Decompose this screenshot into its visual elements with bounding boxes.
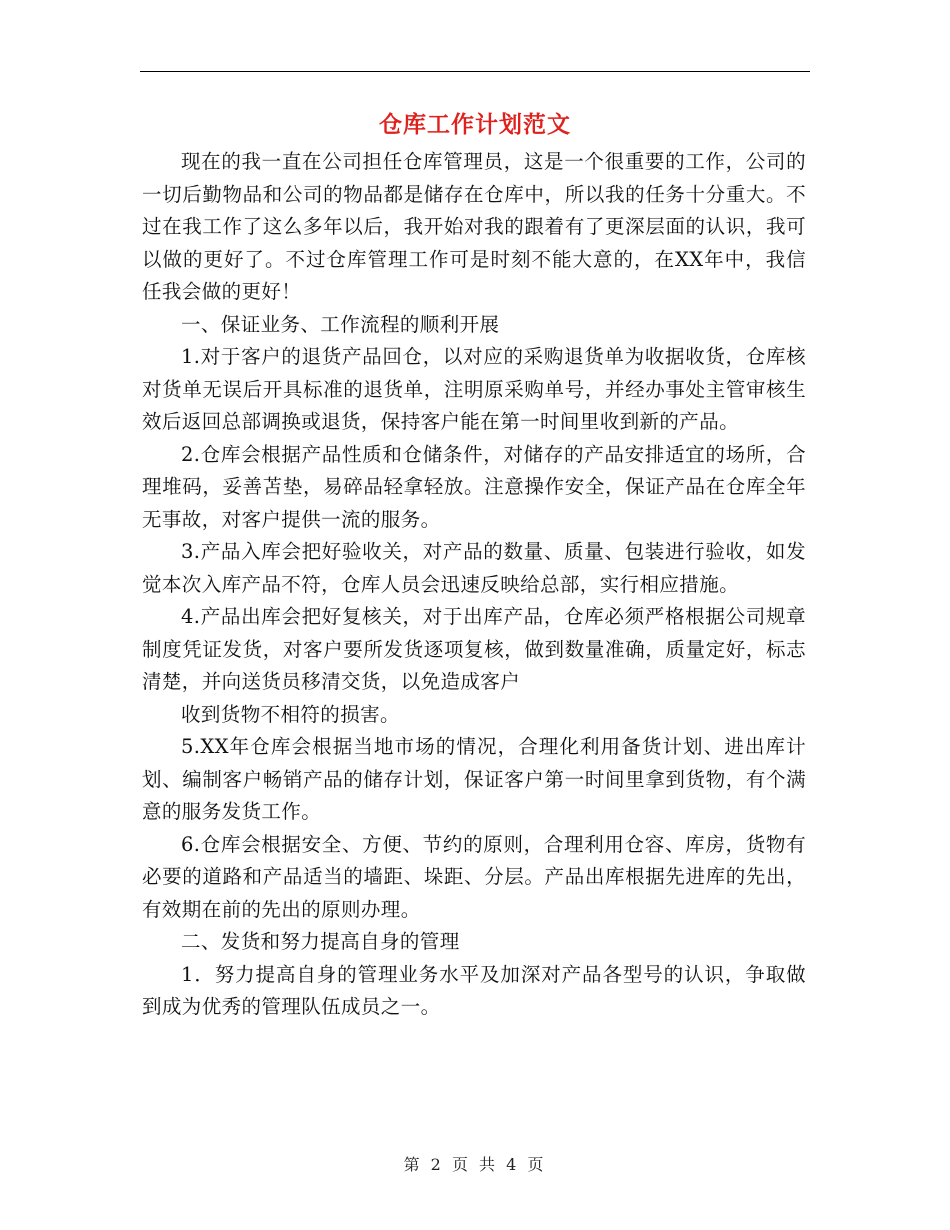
page-number: 第 2 页 共 4 页: [403, 1155, 547, 1174]
list-item-1-3: 3.产品入库会把好验收关，对产品的数量、质量、包装进行验收，如发觉本次入库产品不符，仓库人员会迅速反映给总部，实行相应措施。: [142, 540, 806, 596]
list-item-1-5: 5.XX年仓库会根据当地市场的情况，合理化利用备货计划、进出库计划、编制客户畅销产品的储存计划，保证客户第一时间里拿到货物，有个满意的服务发货工作。: [142, 735, 806, 823]
list-item-1-4-continued: 收到货物不相符的损害。: [181, 702, 400, 726]
list-item-2-1: 1．努力提高自身的管理业务水平及加深对产品各型号的认识，争取做到成为优秀的管理队伍成员之一。: [142, 962, 806, 1018]
document-title: 仓库工作计划范文: [379, 111, 571, 138]
list-item-1-4: 4.产品出库会把好复核关，对于出库产品，仓库必须严格根据公司规章制度凭证发货，对客户要所发货逐项复核，做到数量准确，质量定好，标志清楚，并向送货员移清交货，以免造成客户: [142, 605, 806, 693]
list-item-1-1: 1.对于客户的退货产品回仓，以对应的采购退货单为收据收货，仓库核对货单无误后开具标准的退货单，注明原采购单号，并经办事处主管审核生效后返回总部调换或退货，保持客户能在第一时间里收到新的产品。: [142, 345, 806, 433]
header-rule: [140, 71, 810, 72]
section-heading-1: 一、保证业务、工作流程的顺利开展: [181, 312, 500, 336]
list-item-1-6: 6.仓库会根据安全、方便、节约的原则，合理利用仓容、库房，货物有必要的道路和产品适当的墙距、垛距、分层。产品出库根据先进库的先出，有效期在前的先出的原则办理。: [142, 832, 806, 921]
intro-paragraph: 现在的我一直在公司担任仓库管理员，这是一个很重要的工作，公司的一切后勤物品和公司的物品都是储存在仓库中，所以我的任务十分重大。不过在我工作了这么多年以后，我开始对我的跟着有了更深层面的认识，我可以做的更好了。不过仓库管理工作可是时刻不能大意的，在XX年中，我信任我会做的更好！: [142, 150, 806, 303]
document-body: [142, 146, 806, 1024]
list-item-1-2: 2.仓库会根据产品性质和仓储条件，对储存的产品安排适宜的场所，合理堆码，妥善苫垫，易碎品轻拿轻放。注意操作安全，保证产品在仓库全年无事故，对客户提供一流的服务。: [142, 442, 806, 531]
section-heading-2: 二、发货和努力提高自身的管理: [181, 930, 460, 953]
